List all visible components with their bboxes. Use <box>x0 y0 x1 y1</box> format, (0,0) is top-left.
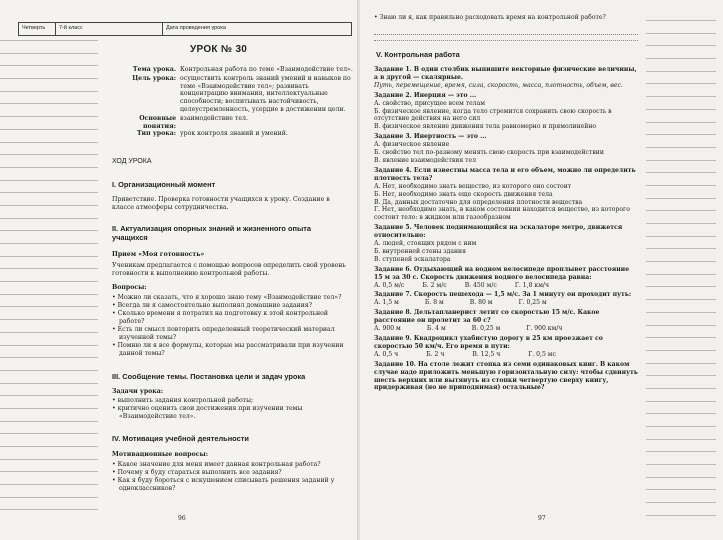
questions-list <box>112 294 352 358</box>
answer-row: А. 1,5 м Б. 8 м В. 80 м Г. 0,25 м <box>374 299 547 307</box>
list-item: • Почему я буду стараться выполнить все задания? <box>112 469 282 476</box>
meta-key: Цель урока: <box>132 74 176 82</box>
answer: А. физическое явление <box>374 141 450 149</box>
task-1-italic: Путь, перемещение, время, сила, скорость, масса, плотность, объем, вес. <box>374 81 623 89</box>
answer: Б. Нет, необходимо знать еще скорость движения тела <box>374 190 553 198</box>
method-label: Прием «Моя готовность» <box>112 251 205 258</box>
motivation-list <box>112 461 352 493</box>
list-item: • Какое значение для меня имеет данная контрольная работа? <box>112 461 321 468</box>
lesson-header-table <box>18 22 352 36</box>
answer: Б. свойство тел по-разному менять свою скорость при взаимодействии <box>374 149 604 157</box>
list-item: • Всегда ли я самостоятельно выполнял домашние задания? <box>112 302 313 309</box>
list-item: • Как я буду бороться с искушением списывать решения заданий у одноклассников? <box>112 477 335 492</box>
divider <box>374 40 638 41</box>
lesson-meta <box>112 66 354 138</box>
section-4-heading: IV. Мотивация учебной деятельности <box>112 434 249 443</box>
task-3: Задание 3. Инертность — это ... <box>374 133 487 141</box>
divider <box>374 34 638 35</box>
motivation-label: Мотивационные вопросы: <box>112 451 209 458</box>
answer: А. Нет, необходимо знать вещество, из которого оно состоит <box>374 182 572 190</box>
meta-key: Тема урока. <box>132 66 176 73</box>
answer: Б. внутренней стены здания <box>374 247 466 255</box>
quarter-cell: Четверть <box>19 23 56 35</box>
section-3-heading: III. Сообщение темы. Постановка цели и задач урока <box>112 372 306 381</box>
task-4: Задание 4. Если известны масса тела и его объем, можно ли определить плотность тела? <box>374 166 636 182</box>
meta-key: Основные понятия: <box>139 114 176 130</box>
list-item: • Можно ли сказать, что я хорошо знаю тему «Взаимодействие тел»? <box>112 294 342 301</box>
date-cell: Дата проведения урока <box>166 25 226 31</box>
section-1-text: Приветствие. Проверка готовности учащихся к уроку. Создание в классе атмосферы сотрудничества. <box>112 196 330 211</box>
task-2: Задание 2. Инерция — это ... <box>374 91 477 99</box>
top-question: • Знаю ли я, как правильно расходовать время на контрольной работе? <box>374 14 606 21</box>
note-lines-left <box>0 40 98 522</box>
section-5-heading: V. Контрольная работа <box>376 50 460 59</box>
answer: В. явление взаимодействия тел <box>374 156 476 164</box>
answer: В. ступеней эскалатора <box>374 255 451 263</box>
task-5: Задание 5. Человек поднимающийся на эскалаторе метро, движется относительно: <box>374 224 623 240</box>
left-page <box>0 0 358 540</box>
tasks-list <box>112 397 352 421</box>
answer: А. людей, стоящих рядом с ним <box>374 240 477 248</box>
list-item: • Помню ли я все формулы, которые мы рассматривали при изучении данной темы? <box>112 342 344 357</box>
questions-label: Вопросы: <box>112 284 147 291</box>
task-block <box>374 66 638 392</box>
answer-row: А. 0,5 м/с Б. 2 м/с В. 450 м/с Г. 1,8 км/ч <box>374 281 550 289</box>
course-heading: ХОД УРОКА <box>112 158 152 165</box>
answer-row: А. 900 м Б. 4 м В. 0,25 м Г. 900 км/ч <box>374 325 563 333</box>
tasks-label: Задачи урока: <box>112 388 164 395</box>
page-title: УРОК № 30 <box>190 44 248 55</box>
list-item: • выполнить задания контрольной работы; <box>112 397 254 404</box>
task-9: Задание 9. Квадроцикл ухабистую дорогу в 25 км проезжает со скоростью 50 км/ч. Его время в пути: <box>374 335 603 350</box>
answer: А. свойство, присущее всем телам <box>374 99 486 107</box>
answer: Г. Нет, необходимо знать, в каком состоянии находится вещество, из которого состоит тело: в жидком или газообразном <box>374 206 630 222</box>
section-1-heading: I. Организационный момент <box>112 180 216 189</box>
task-8: Задание 8. Дельтапланерист летит со скоростью 15 м/с. Какое расстояние он пролетит за 60 с? <box>374 309 600 325</box>
answer: В. физическое явление движения тела равномерно и прямолинейно <box>374 123 597 131</box>
meta-value: осуществить контроль знаний умений и навыков по теме «Взаимодействие тел»; развивать концентрацию внимания, интеллектуальные способности; воспитывать настойчивость, целеустремленность, усердие в достижении цели. <box>180 74 351 113</box>
list-item: • Сколько времени я потратил на подготовку к этой контрольной работе? <box>112 310 328 325</box>
task-1: Задание 1. В один столбик выпишите векторные физические величины, а в другой — скалярные. <box>374 66 637 81</box>
right-page <box>360 0 723 540</box>
task-6: Задание 6. Отдыхающий на водном велосипеде проплывет расстояние 15 м за 30 с. Скорость движения водного велосипеда равна: <box>374 265 630 281</box>
task-7: Задание 7. Скорость пешехода — 1,5 м/с. За 1 минуту он проходит путь: <box>374 291 632 299</box>
meta-value: урок контроля знаний и умений. <box>180 130 288 138</box>
list-item: • Есть ли смысл повторить определенный теоретический материал изученной темы? <box>112 326 335 341</box>
list-item: • критично оценить свои достижения при изучении темы «Взаимодействие тел». <box>112 405 303 420</box>
page-number: 97 <box>538 515 546 522</box>
section-2-text: Ученикам предлагается с помощью вопросов определить свой уровень готовности к выполнению контрольной работы. <box>112 262 346 277</box>
note-lines-right <box>646 20 716 528</box>
meta-value: взаимодействие тел. <box>180 114 248 122</box>
answer: Б. физическое явление, когда тело стремится сохранить свою скорость в отсутствие действия на него сил <box>374 107 612 123</box>
answer-row: А. 0,5 ч Б. 2 ч В. 12,5 ч Г. 0,5 мс <box>374 350 556 358</box>
grade-cell: 7-й класс <box>56 23 163 35</box>
section-2-heading: II. Актуализация опорных знаний и жизненного опыта учащихся <box>112 224 311 242</box>
page-number: 96 <box>178 515 186 522</box>
meta-key: Тип урока: <box>136 130 176 138</box>
task-10: Задание 10. На столе лежит стопка из семи одинаковых книг. В каком случае надо приложить меньшую горизонтальную силу: чтобы сдвинуть шесть верхних или вытянуть из стопки четвертую сверху книгу, придерживая (но не приподнимая) остальные? <box>374 360 638 392</box>
answer: В. Да, данных достаточно для определения плотности вещества <box>374 198 583 206</box>
meta-value: Контрольная работа по теме «Взаимодействие тел». <box>180 66 353 73</box>
